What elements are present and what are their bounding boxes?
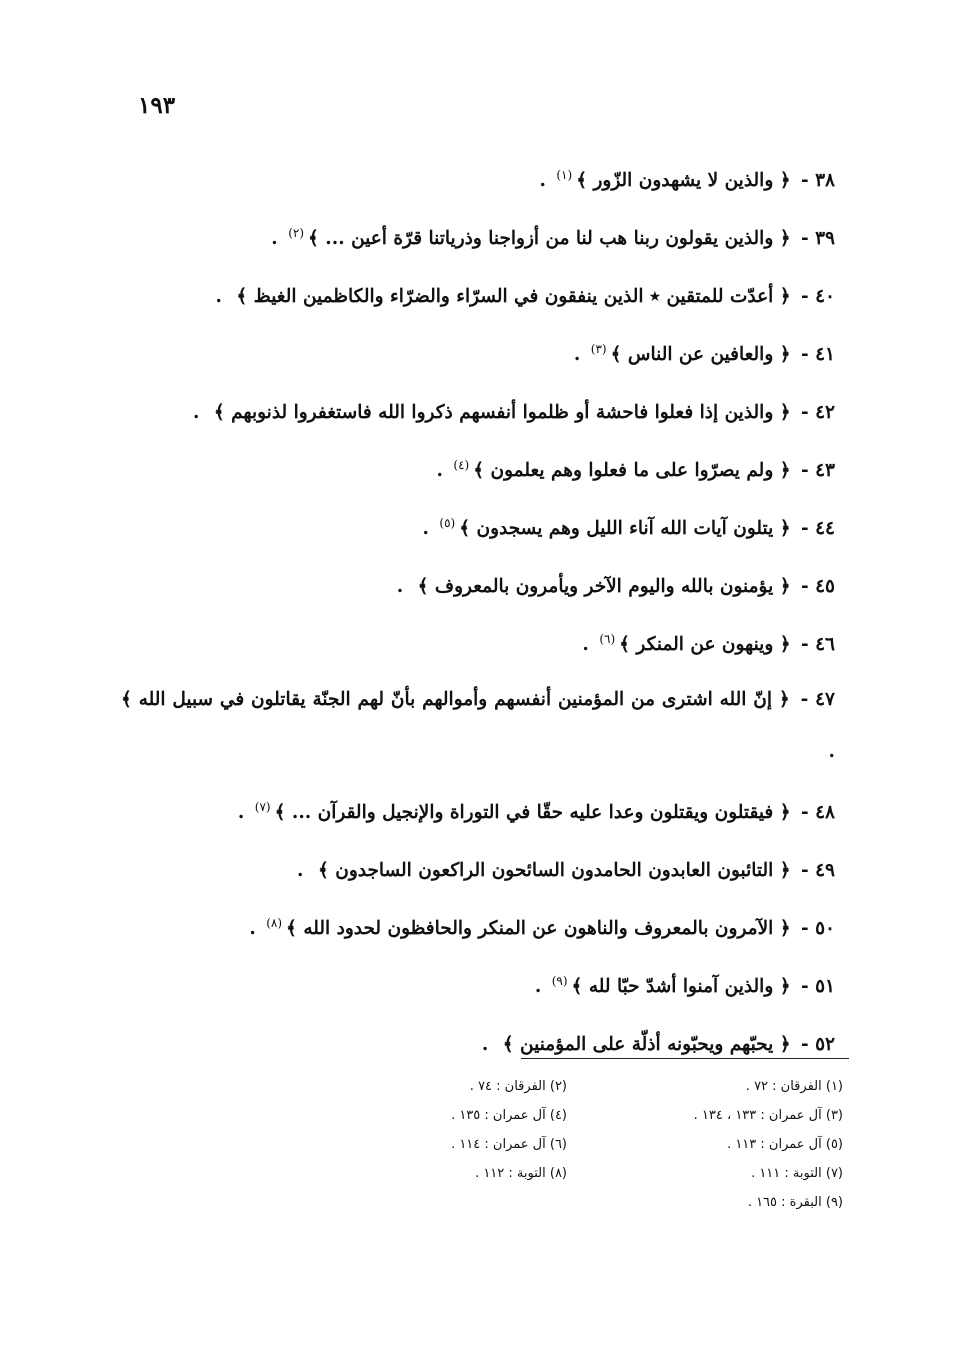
footnote: (٢) الفرقان : ٧٤ .: [469, 1079, 567, 1094]
entry-number: ٥٠ -: [801, 918, 835, 939]
verse-entry: [113, 674, 835, 784]
entry-end: .: [573, 344, 581, 365]
entry-end: .: [249, 918, 256, 939]
verse-text: ﴿ والعافين عن الناس ﴾: [610, 344, 791, 365]
footnote-ref: (٧): [254, 799, 271, 814]
footnote: (٣) آل عمران : ١٣٣ ، ١٣٤ .: [693, 1108, 843, 1123]
entry-end: .: [237, 802, 245, 823]
entry-number: ٤٦ -: [801, 634, 835, 655]
entry-end: .: [215, 286, 222, 307]
entry-number: ٤٩ -: [801, 860, 835, 881]
footnotes-right-column: [639, 1072, 843, 1217]
entry-end: .: [192, 402, 200, 423]
footnote: (١) الفرقان : ٧٢ .: [745, 1079, 843, 1094]
entry-number: ٤١ -: [801, 344, 835, 365]
verse-text: ﴿ والذين آمنوا أشدّ حبّا لله ﴾: [571, 976, 791, 997]
entry-number: ٣٨ -: [801, 170, 835, 191]
verse-text: ﴿ والذين يقولون ربنا هب لنا من أزواجنا وذرياتنا قرّة أعين ... ﴾: [308, 228, 791, 249]
entry-end: .: [539, 170, 546, 191]
verse-text: ﴿ الآمرون بالمعروف والناهون عن المنكر والحافظون لحدود الله ﴾: [286, 918, 791, 939]
verse-entry: [113, 268, 835, 326]
verse-text: ﴿ وينهون عن المنكر ﴾: [619, 634, 791, 655]
entry-end: .: [582, 634, 589, 655]
verse-entry: [113, 1016, 835, 1074]
verse-entry: [113, 152, 835, 210]
verse-list: [113, 152, 835, 1074]
verse-text: ﴿ ولم يصرّوا على ما فعلوا وهم يعلمون ﴾: [473, 460, 791, 481]
entry-number: ٤٣ -: [801, 460, 835, 481]
footnote-divider: [521, 1058, 849, 1059]
verse-entry: [113, 500, 835, 558]
verse-entry: [113, 616, 835, 674]
entry-end: .: [422, 518, 429, 539]
entry-number: ٤٨ -: [801, 802, 835, 823]
entry-number: ٤٤ -: [801, 518, 835, 539]
footnotes-left-column: [363, 1072, 639, 1217]
verse-text: ﴿ أعدّت للمتقين ٭ الذين ينفقون في السرّاء والضرّاء والكاظمين الغيظ ﴾: [236, 286, 791, 307]
verse-entry: [113, 900, 835, 958]
footnote: (٨) التوبة : ١١٢ .: [475, 1166, 567, 1181]
verse-entry: [113, 210, 835, 268]
footnote: (٩) البقرة : ١٦٥ .: [747, 1195, 843, 1210]
footnote: (٥) آل عمران : ١١٣ .: [727, 1137, 843, 1152]
entry-number: ٤٠ -: [801, 286, 835, 307]
footnote: (٤) آل عمران : ١٣٥ .: [451, 1108, 567, 1123]
verse-text: ﴿ يؤمنون بالله واليوم الآخر ويأمرون بالمعروف ﴾: [417, 576, 791, 597]
verse-entry: [113, 784, 835, 842]
footnote: (٦) آل عمران : ١١٤ .: [451, 1137, 567, 1152]
entry-number: ٤٢ -: [801, 402, 835, 423]
entry-number: ٥١ -: [801, 976, 835, 997]
footnote-ref: (٥): [439, 515, 456, 530]
footnote-ref: (٩): [551, 973, 568, 988]
verse-entry: [113, 558, 835, 616]
entry-end: .: [396, 576, 404, 597]
verse-text: ﴿ والذين إذا فعلوا فاحشة أو ظلموا أنفسهم ذكروا الله فاستغفروا لذنوبهم ﴾: [213, 402, 791, 423]
verse-entry: [113, 958, 835, 1016]
footnote: (٧) التوبة : ١١١ .: [751, 1166, 843, 1181]
verse-entry: [113, 384, 835, 442]
entry-number: ٤٧ -: [800, 689, 835, 710]
entry-end: .: [271, 228, 278, 249]
verse-text: ﴿ يتلون آيات الله آناء الليل وهم يسجدون ﴾: [459, 518, 791, 539]
entry-end: .: [828, 741, 835, 762]
entry-end: .: [481, 1034, 489, 1055]
entry-end: .: [534, 976, 542, 997]
footnotes: [363, 1072, 843, 1217]
verse-text: ﴿ والذين لا يشهدون الزّور ﴾: [576, 170, 791, 191]
footnote-ref: (١): [556, 167, 573, 182]
verse-text: ﴿ إنّ الله اشترى من المؤمنين أنفسهم وأموالهم بأنّ لهم الجنّة يقاتلون في سبيل الله ﴾: [121, 689, 790, 710]
verse-text: ﴿ التائبون العابدون الحامدون السائحون الراكعون الساجدون ﴾: [317, 860, 791, 881]
footnote-ref: (٤): [453, 457, 470, 472]
verse-entry: [113, 326, 835, 384]
entry-number: ٤٥ -: [801, 576, 835, 597]
entry-end: .: [436, 460, 443, 481]
footnote-ref: (٣): [590, 341, 607, 356]
entry-number: ٣٩ -: [801, 228, 835, 249]
verse-text: ﴿ فيقتلون ويقتلون وعدا عليه حقّا في التوراة والإنجيل والقرآن ... ﴾: [274, 802, 791, 823]
entry-end: .: [297, 860, 304, 881]
footnote-ref: (٢): [288, 225, 305, 240]
footnote-ref: (٦): [599, 631, 616, 646]
verse-entry: [113, 442, 835, 500]
verse-text: ﴿ يحبّهم ويحبّونه أذلّة على المؤمنين ﴾: [502, 1034, 791, 1055]
page-number: ١٩٣: [138, 92, 176, 119]
entry-number: ٥٢ -: [801, 1034, 835, 1055]
verse-entry: [113, 842, 835, 900]
footnote-ref: (٨): [266, 915, 283, 930]
